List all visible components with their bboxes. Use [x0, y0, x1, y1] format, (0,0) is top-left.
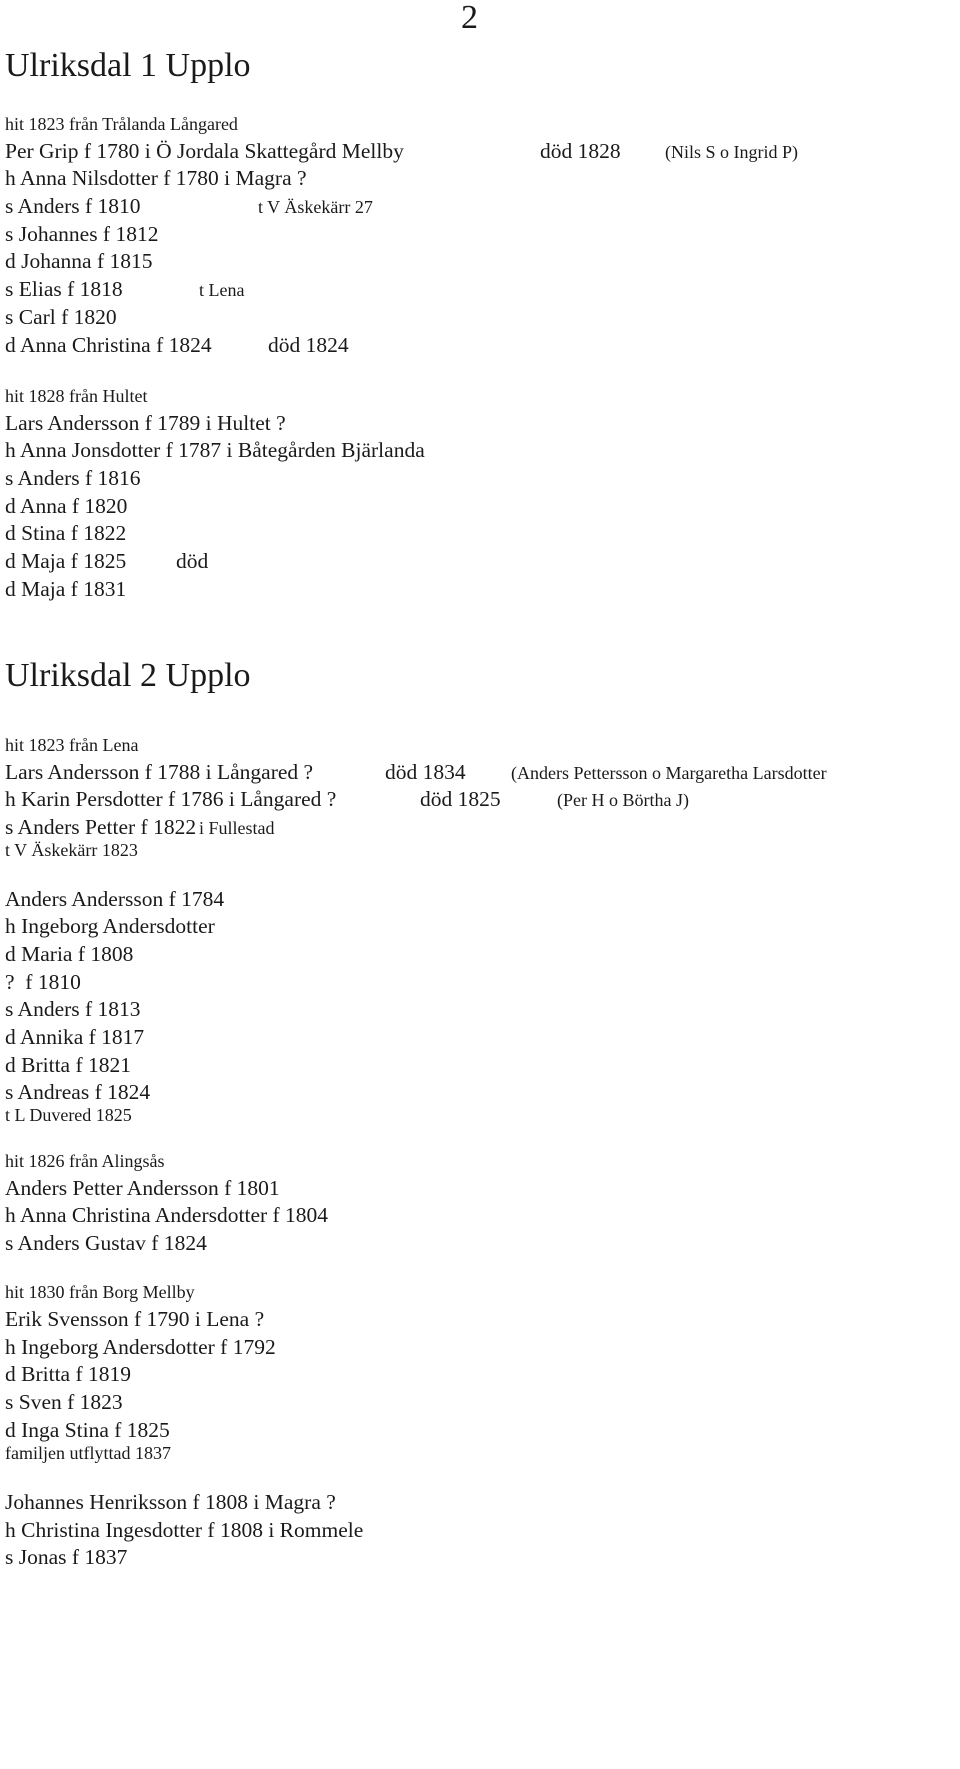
child-line: d Anna Christina f 1824: [5, 333, 212, 357]
section-title-ulriksdal-2: Ulriksdal 2 Upplo: [5, 657, 251, 694]
death-note: död 1828: [540, 139, 621, 163]
death-note: död 1834: [385, 760, 466, 784]
spouse-line: h Anna Nilsdotter f 1780 i Magra ?: [5, 166, 307, 190]
child-line: d Britta f 1819: [5, 1362, 131, 1386]
child-line: s Jonas f 1837: [5, 1545, 128, 1569]
move-note: t Lena: [199, 280, 245, 300]
child-line: d Britta f 1821: [5, 1053, 131, 1077]
move-note: t V Äskekärr 1823: [5, 840, 138, 860]
page-number: 2: [461, 0, 478, 36]
household-head: Lars Andersson f 1789 i Hultet ?: [5, 411, 286, 435]
child-line: d Annika f 1817: [5, 1025, 145, 1049]
spouse-line: h Christina Ingesdotter f 1808 i Rommele: [5, 1518, 364, 1542]
child-line: s Anders Petter f 1822: [5, 815, 197, 839]
spouse-line: h Anna Christina Andersdotter f 1804: [5, 1203, 329, 1227]
section-title-ulriksdal-1: Ulriksdal 1 Upplo: [5, 47, 251, 84]
arrival-note: hit 1830 från Borg Mellby: [5, 1282, 195, 1302]
child-line: s Carl f 1820: [5, 305, 117, 329]
child-line: d Maria f 1808: [5, 942, 134, 966]
child-line: d Maja f 1831: [5, 577, 127, 601]
spouse-line: h Karin Persdotter f 1786 i Långared ?: [5, 787, 337, 811]
household-head: Johannes Henriksson f 1808 i Magra ?: [5, 1490, 336, 1514]
child-line: d Johanna f 1815: [5, 249, 153, 273]
household-head: Erik Svensson f 1790 i Lena ?: [5, 1307, 265, 1331]
child-line: s Sven f 1823: [5, 1390, 123, 1414]
child-line: s Anders f 1813: [5, 997, 141, 1021]
parents-note: (Nils S o Ingrid P): [665, 142, 799, 162]
household-head: Anders Petter Andersson f 1801: [5, 1176, 280, 1200]
child-line: s Anders Gustav f 1824: [5, 1231, 207, 1255]
spouse-line: h Ingeborg Andersdotter f 1792: [5, 1335, 276, 1359]
death-note: död 1825: [420, 787, 501, 811]
birthplace-note: i Fullestad: [199, 818, 275, 838]
move-note: t L Duvered 1825: [5, 1105, 132, 1125]
parents-note: (Anders Pettersson o Margaretha Larsdotter: [511, 763, 827, 783]
move-note: familjen utflyttad 1837: [5, 1443, 171, 1463]
spouse-line: h Ingeborg Andersdotter: [5, 914, 215, 938]
arrival-note: hit 1826 från Alingsås: [5, 1151, 165, 1171]
arrival-note: hit 1823 från Lena: [5, 735, 139, 755]
child-line: d Anna f 1820: [5, 494, 128, 518]
death-note: död 1824: [268, 333, 349, 357]
death-note: död: [176, 549, 209, 573]
household-head: Lars Andersson f 1788 i Långared ?: [5, 760, 314, 784]
child-line: d Maja f 1825: [5, 549, 127, 573]
child-line: s Anders f 1810: [5, 194, 141, 218]
arrival-note: hit 1823 från Trålanda Långared: [5, 114, 238, 134]
household-head: Anders Andersson f 1784: [5, 887, 225, 911]
child-line: s Andreas f 1824: [5, 1080, 151, 1104]
arrival-note: hit 1828 från Hultet: [5, 386, 148, 406]
child-line: s Elias f 1818: [5, 277, 123, 301]
move-note: t V Äskekärr 27: [258, 197, 373, 217]
parents-note: (Per H o Börtha J): [557, 790, 689, 810]
spouse-line: h Anna Jonsdotter f 1787 i Båtegården Bjärlanda: [5, 438, 425, 462]
child-line: ? f 1810: [5, 970, 81, 994]
child-line: s Johannes f 1812: [5, 222, 159, 246]
child-line: s Anders f 1816: [5, 466, 141, 490]
child-line: d Inga Stina f 1825: [5, 1418, 170, 1442]
household-head: Per Grip f 1780 i Ö Jordala Skattegård Mellby: [5, 139, 404, 163]
child-line: d Stina f 1822: [5, 521, 127, 545]
